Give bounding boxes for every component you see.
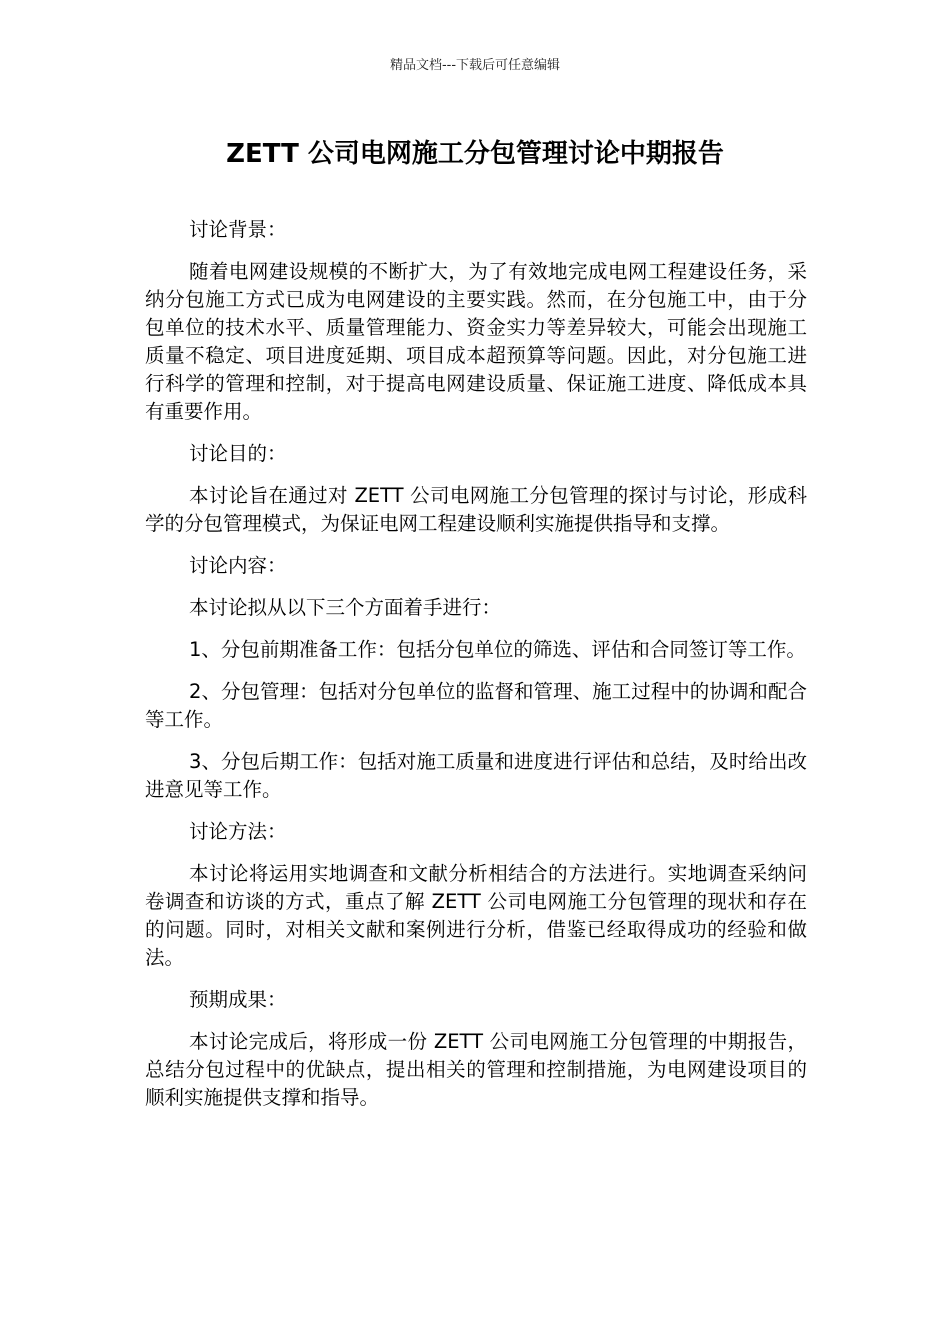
section-heading-expected-results: 预期成果： xyxy=(189,988,287,1011)
page-header-note: 精品文档---下载后可任意编辑 xyxy=(389,58,561,73)
document-body xyxy=(145,216,807,1126)
expected-results-paragraph: 本讨论完成后，将形成一份 ZETT 公司电网施工分包管理的中期报告，总结分包过程中的优缺点，提出相关的管理和控制措施，为电网建设项目的顺利实施提供支撑和指导。 xyxy=(145,1030,807,1109)
method-paragraph: 本讨论将运用实地调查和文献分析相结合的方法进行。实地调查采纳问卷调查和访谈的方式，重点了解 ZETT 公司电网施工分包管理的现状和存在的问题。同时，对相关文献和案例进行分析，借鉴已经取得成功的经验和做法。 xyxy=(145,862,807,969)
content-item-1: 1、分包前期准备工作：包括分包单位的筛选、评估和合同签订等工作。 xyxy=(189,638,806,661)
background-paragraph: 随着电网建设规模的不断扩大，为了有效地完成电网工程建设任务，采纳分包施工方式已成为电网建设的主要实践。然而，在分包施工中，由于分包单位的技术水平、质量管理能力、资金实力等差异较大，可能会出现施工质量不稳定、项目进度延期、项目成本超预算等问题。因此，对分包施工进行科学的管理和控制，对于提高电网建设质量、保证施工进度、降低成本具有重要作用。 xyxy=(145,260,807,423)
section-heading-background: 讨论背景： xyxy=(189,218,287,241)
content-item-3: 3、分包后期工作：包括对施工质量和进度进行评估和总结，及时给出改进意见等工作。 xyxy=(145,750,807,801)
document-title: ZETT 公司电网施工分包管理讨论中期报告 xyxy=(226,139,724,169)
purpose-paragraph: 本讨论旨在通过对 ZETT 公司电网施工分包管理的探讨与讨论，形成科学的分包管理模式，为保证电网工程建设顺利实施提供指导和支撑。 xyxy=(145,484,807,535)
content-item-2: 2、分包管理：包括对分包单位的监督和管理、施工过程中的协调和配合等工作。 xyxy=(145,680,807,731)
section-heading-method: 讨论方法： xyxy=(189,820,287,843)
section-heading-purpose: 讨论目的： xyxy=(189,442,287,465)
section-heading-content: 讨论内容： xyxy=(189,554,287,577)
content-intro-paragraph: 本讨论拟从以下三个方面着手进行： xyxy=(189,596,502,619)
